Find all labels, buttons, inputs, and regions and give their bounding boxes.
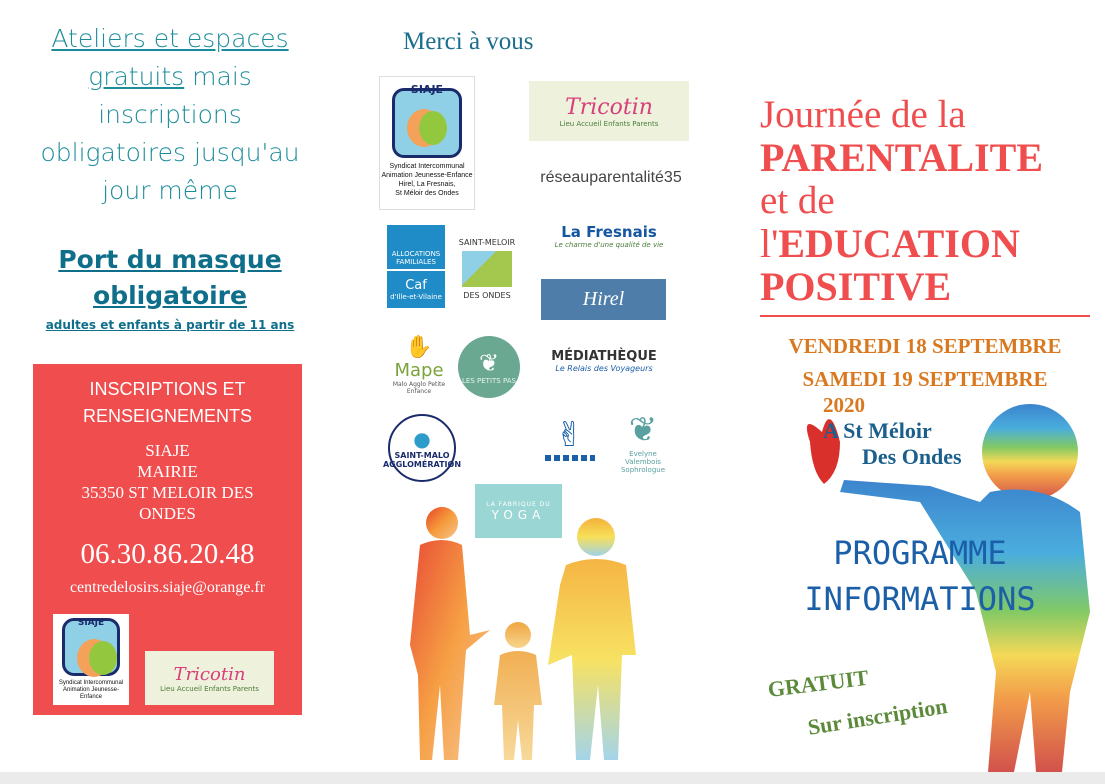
siaje-caption-line: St Méloir des Ondes: [395, 190, 459, 197]
siaje-caption: [53, 680, 129, 701]
evelyne-valembois-logo: [611, 402, 675, 482]
event-title-line5: POSITIVE: [760, 264, 952, 309]
yoga-logo-top: LA FABRIQUE DU: [486, 500, 551, 508]
intro-text-line: inscriptions: [98, 100, 242, 129]
wave-icon: [462, 251, 512, 287]
address-line: ONDES: [139, 504, 196, 523]
intro-text-part: mais: [184, 62, 252, 91]
saint-meloir-logo-top: SAINT-MELOIR: [458, 238, 516, 247]
mape-logo-subtitle: Malo Agglo Petite Enfance: [392, 381, 446, 395]
tricotin-logo-text: Tricotin: [565, 94, 653, 120]
thanks-heading: Merci à vous: [403, 28, 534, 55]
address-line: SIAJE: [145, 441, 190, 460]
blob-icon: ●: [413, 427, 431, 451]
mask-notice: [30, 242, 310, 332]
title-divider: [760, 315, 1090, 317]
free-link[interactable]: gratuits: [88, 62, 185, 91]
mask-subtitle: adultes et enfants à partir de 11 ans: [45, 318, 295, 332]
mape-logo-text: Mape: [394, 360, 444, 381]
saint-malo-logo: [382, 414, 462, 482]
tree-icon: ❦: [478, 349, 500, 377]
siaje-caption-line: Syndicat Intercommunal: [58, 680, 124, 686]
program-label: PROGRAMME: [833, 534, 1007, 572]
event-title-line4: EDUCATION: [778, 221, 1020, 266]
caf-logo-top: ALLOCATIONS FAMILIALES: [387, 225, 445, 269]
intro-text: [30, 20, 310, 210]
father-silhouette: [548, 518, 636, 760]
caf-logo-name: Caf: [405, 277, 427, 293]
mediatheque-logo-subtitle: Le Relais des Voyageurs: [555, 364, 653, 373]
caf-logo-bottom: [387, 269, 445, 308]
siaje-logo: [379, 76, 475, 210]
siaje-caption-line: Animation Jeunesse-Enfance: [381, 172, 473, 179]
tricotin-logo-subtitle: Lieu Accueil Enfants Parents: [559, 119, 659, 128]
tricotin-logo: [529, 81, 689, 141]
caf-logo: [387, 225, 445, 308]
contact-address: [33, 440, 302, 524]
siaje-caption: [381, 162, 472, 198]
event-date-saturday: SAMEDI 19 SEPTEMBRE: [802, 367, 1048, 391]
mask-title-line2: obligatoire: [93, 281, 247, 310]
mediatheque-logo-text: MÉDIATHÈQUE: [551, 349, 657, 364]
intro-text-line: jour même: [102, 176, 238, 205]
hand-foot-icon: ✋: [405, 335, 433, 360]
la-fresnais-logo: [534, 209, 684, 263]
tricotin-logo-text: Tricotin: [173, 663, 246, 685]
yoga-logo-text: YOGA: [491, 507, 546, 522]
event-year: 2020: [823, 393, 865, 417]
event-date-friday: VENDREDI 18 SEPTEMBRE: [788, 334, 1062, 358]
event-title-line4-prefix: l': [760, 221, 779, 266]
contact-email[interactable]: centredelosirs.siaje@orange.fr: [69, 579, 266, 596]
sign-language-logo: [539, 405, 600, 470]
mask-title: [30, 242, 310, 314]
evelyne-logo-text: Evelyne Valembois Sophrologue: [620, 450, 666, 474]
tree-logo-text: LES PETITS PAS: [462, 377, 516, 385]
mediatheque-logo: [533, 338, 675, 384]
tree-roots-icon: ❦: [628, 410, 658, 450]
family-illustration: [400, 505, 660, 775]
tricotin-logo-subtitle: Lieu Accueil Enfants Parents: [160, 684, 259, 693]
la-fresnais-logo-text: La Fresnais: [561, 223, 657, 241]
registration-label: Sur inscription: [805, 693, 949, 740]
contact-phone[interactable]: 06.30.86.20.48: [80, 538, 255, 570]
free-label: GRATUIT: [766, 664, 870, 702]
address-line: 35350 ST MELOIR DES: [81, 483, 254, 502]
information-label: INFORMATIONS: [804, 580, 1036, 618]
siaje-logo-label: SIAJE: [77, 618, 105, 628]
intro-text-line: obligatoires jusqu'au: [40, 138, 300, 167]
siaje-caption-line: Hirel, La Fresnais,: [398, 181, 456, 188]
saint-meloir-logo-bottom: DES ONDES: [463, 291, 511, 300]
siaje-face-icon: [392, 88, 462, 158]
siaje-logo-label: SIAJE: [410, 83, 444, 96]
reseau-parentalite-logo: réseauparentalité35: [531, 163, 691, 193]
tricotin-logo-small: [145, 651, 274, 705]
siaje-caption-line: Syndicat Intercommunal: [389, 163, 465, 170]
siaje-caption-line: Animation Jeunesse-Enfance: [62, 687, 120, 700]
event-dates: [760, 330, 1090, 396]
event-location-line1: A St Méloir: [823, 418, 932, 443]
mother-silhouette: [410, 507, 490, 760]
child-silhouette: [494, 622, 542, 760]
event-title-line1: Journée de la: [760, 93, 966, 136]
saint-meloir-logo: [456, 233, 518, 305]
saint-malo-logo-text: SAINT-MALO AGGLOMÉRATION: [382, 451, 462, 469]
contact-title: [33, 376, 302, 430]
bottom-scrollbar[interactable]: [0, 772, 1105, 784]
event-title: [760, 93, 1100, 308]
siaje-logo-small: [53, 614, 129, 705]
contact-title-line2: RENSEIGNEMENTS: [82, 406, 253, 426]
event-location-line2: Des Ondes: [862, 444, 962, 469]
wave-lines-icon: [545, 455, 595, 461]
hands-icon: ✌: [555, 414, 584, 455]
workshops-link[interactable]: Ateliers et espaces: [51, 24, 289, 53]
program-info: [760, 530, 1080, 622]
event-title-line2: PARENTALITE: [760, 135, 1044, 180]
mape-logo: [389, 333, 449, 397]
mask-title-line1: Port du masque: [58, 245, 282, 274]
address-line: MAIRIE: [137, 462, 198, 481]
contact-title-line1: INSCRIPTIONS ET: [89, 379, 246, 399]
event-title-line3: et de: [760, 179, 835, 222]
la-fresnais-logo-subtitle: Le charme d'une qualité de vie: [554, 241, 664, 249]
hirel-logo: Hirel: [541, 279, 666, 320]
tree-logo: [458, 336, 520, 398]
caf-logo-sub: d'Ille-et-Vilaine: [390, 292, 442, 301]
